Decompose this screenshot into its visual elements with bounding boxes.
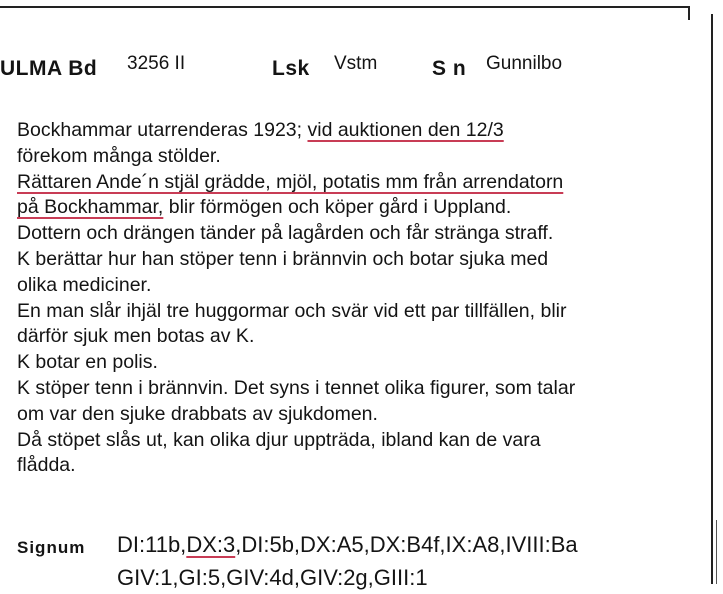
signum-label: Signum <box>17 538 86 557</box>
card-top-border <box>0 6 690 8</box>
archive-number: 3256 II <box>127 53 186 74</box>
signum-line: DI:11b,DX:3,DI:5b,DX:A5,DX:B4f,IX:A8,IVIII:Ba <box>117 532 578 557</box>
body-line: därför sjuk men botas av K. <box>17 325 255 348</box>
underlined-phrase: Rättaren Ande´n stjäl grädde, mjöl, potatis mm från arrendatorn <box>17 170 564 193</box>
underlined-phrase: på Bockhammar, <box>17 196 164 219</box>
underlined-code: DX:3 <box>186 532 236 557</box>
body-line: K stöper tenn i brännvin. Det syns i tennet olika figurer, som talar <box>17 376 576 399</box>
body-line: En man slår ihjäl tre huggormar och svär vid ett par tillfällen, blir <box>17 299 567 322</box>
body-line: förekom många stölder. <box>17 144 221 167</box>
body-line: olika mediciner. <box>17 273 152 296</box>
province-label: Lsk <box>272 57 310 80</box>
body-line: K botar en polis. <box>17 351 158 374</box>
body-line: Dottern och drängen tänder på lagården och får stränga straff. <box>17 222 554 245</box>
body-line: om var den sjuke drabbats av sjukdomen. <box>17 402 378 425</box>
body-line <box>17 170 707 196</box>
signum-codes <box>117 528 578 594</box>
record-body <box>17 118 707 479</box>
card-right-edge <box>716 520 717 584</box>
card-top-corner <box>688 6 690 20</box>
archive-label: ULMA Bd <box>0 57 98 80</box>
parish-label: S n <box>432 57 467 80</box>
body-line: flådda. <box>17 454 76 477</box>
signum-line: GIV:1,GI:5,GIV:4d,GIV:2g,GIII:1 <box>117 565 428 590</box>
body-line: Då stöpet slås ut, kan olika djur uppträda, ibland kan de vara <box>17 428 541 451</box>
body-line: K berättar hur han stöper tenn i brännvin och botar sjuka med <box>17 247 549 270</box>
underlined-phrase: vid auktionen den 12/3 <box>307 119 504 141</box>
body-line: på Bockhammar, blir förmögen och köper gård i Uppland. <box>17 196 512 219</box>
card-right-border <box>711 14 713 584</box>
body-line: Bockhammar utarrenderas 1923; vid auktionen den 12/3 <box>17 119 504 141</box>
province-value: Vstm <box>334 53 378 74</box>
parish-value: Gunnilbo <box>486 53 563 74</box>
